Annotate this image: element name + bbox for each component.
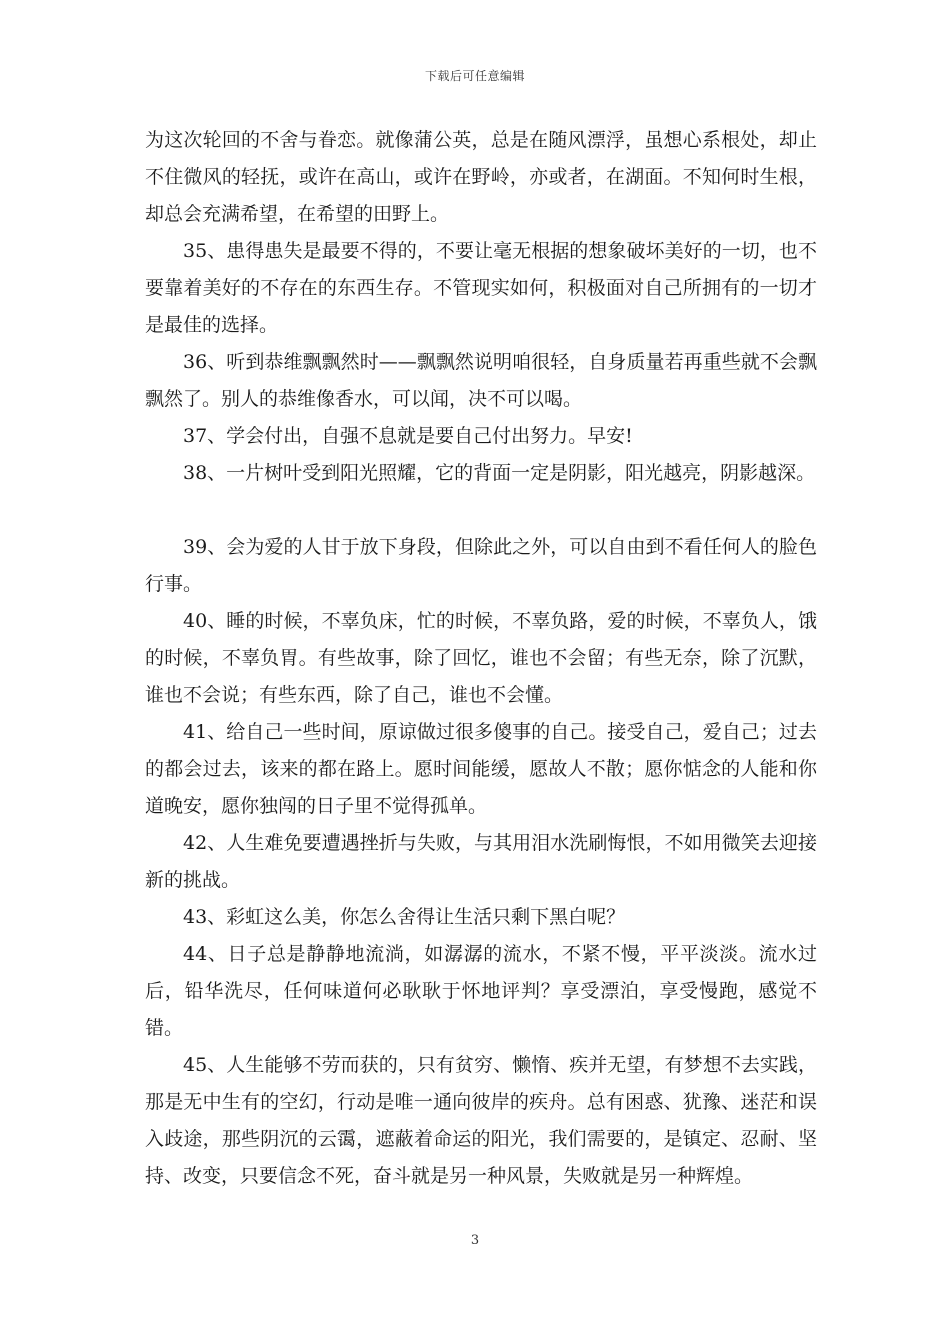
paragraph-36: 36、听到恭维飘飘然时——飘飘然说明咱很轻，自身质量若再重些就不会飘飘然了。别人的恭维像香水，可以闻，决不可以喝。 bbox=[145, 351, 817, 410]
paragraph-40: 40、睡的时候，不辜负床，忙的时候，不辜负路，爱的时候，不辜负人，饿的时候，不辜负胃。有些故事，除了回忆，谁也不会留；有些无奈，除了沉默，谁也不会说；有些东西，除了自己，谁也不会懂。 bbox=[145, 610, 817, 706]
paragraph-43: 43、彩虹这么美，你怎么舍得让生活只剩下黑白呢？ bbox=[183, 906, 626, 928]
paragraph-37: 37、学会付出，自强不息就是要自己付出努力。早安! bbox=[183, 425, 633, 447]
paragraph-44: 44、日子总是静静地流淌，如潺潺的流水，不紧不慢，平平淡淡。流水过后，铅华洗尽，任何味道何必耿耿于怀地评判？享受漂泊，享受慢跑，感觉不错。 bbox=[145, 943, 817, 1039]
paragraph-45: 45、人生能够不劳而获的，只有贫穷、懒惰、疾并无望，有梦想不去实践，那是无中生有的空幻，行动是唯一通向彼岸的疾舟。总有困惑、犹豫、迷茫和误入歧途，那些阴沉的云霭，遮蔽着命运的阳光，我们需要的，是镇定、忍耐、坚持、改变，只要信念不死，奋斗就是另一种风景，失败就是另一种辉煌。 bbox=[145, 1054, 817, 1187]
paragraph-42: 42、人生难免要遭遇挫折与失败，与其用泪水洗刷悔恨，不如用微笑去迎接新的挑战。 bbox=[145, 832, 817, 891]
paragraph-35: 35、患得患失是最要不得的，不要让毫无根据的想象破坏美好的一切，也不要靠着美好的不存在的东西生存。不管现实如何，积极面对自己所拥有的一切才是最佳的选择。 bbox=[145, 240, 817, 336]
paragraph-41: 41、给自己一些时间，原谅做过很多傻事的自己。接受自己，爱自己；过去的都会过去，该来的都在路上。愿时间能缓，愿故人不散；愿你惦念的人能和你道晚安，愿你独闯的日子里不觉得孤单。 bbox=[145, 721, 817, 817]
paragraph-39: 39、会为爱的人甘于放下身段，但除此之外，可以自由到不看任何人的脸色行事。 bbox=[145, 536, 817, 595]
paragraph-continued: 为这次轮回的不舍与眷恋。就像蒲公英，总是在随风漂浮，虽想心系根处，却止不住微风的轻抚，或许在高山，或许在野岭，亦或者，在湖面。不知何时生根，却总会充满希望，在希望的田野上。 bbox=[145, 129, 817, 225]
blank-line bbox=[145, 492, 817, 529]
document-body bbox=[145, 122, 817, 1195]
page-number: 3 bbox=[470, 1233, 480, 1248]
paragraph-38: 38、一片树叶受到阳光照耀，它的背面一定是阴影，阳光越亮，阴影越深。 bbox=[183, 462, 816, 484]
page-header: 下载后可任意编辑 bbox=[424, 69, 525, 83]
